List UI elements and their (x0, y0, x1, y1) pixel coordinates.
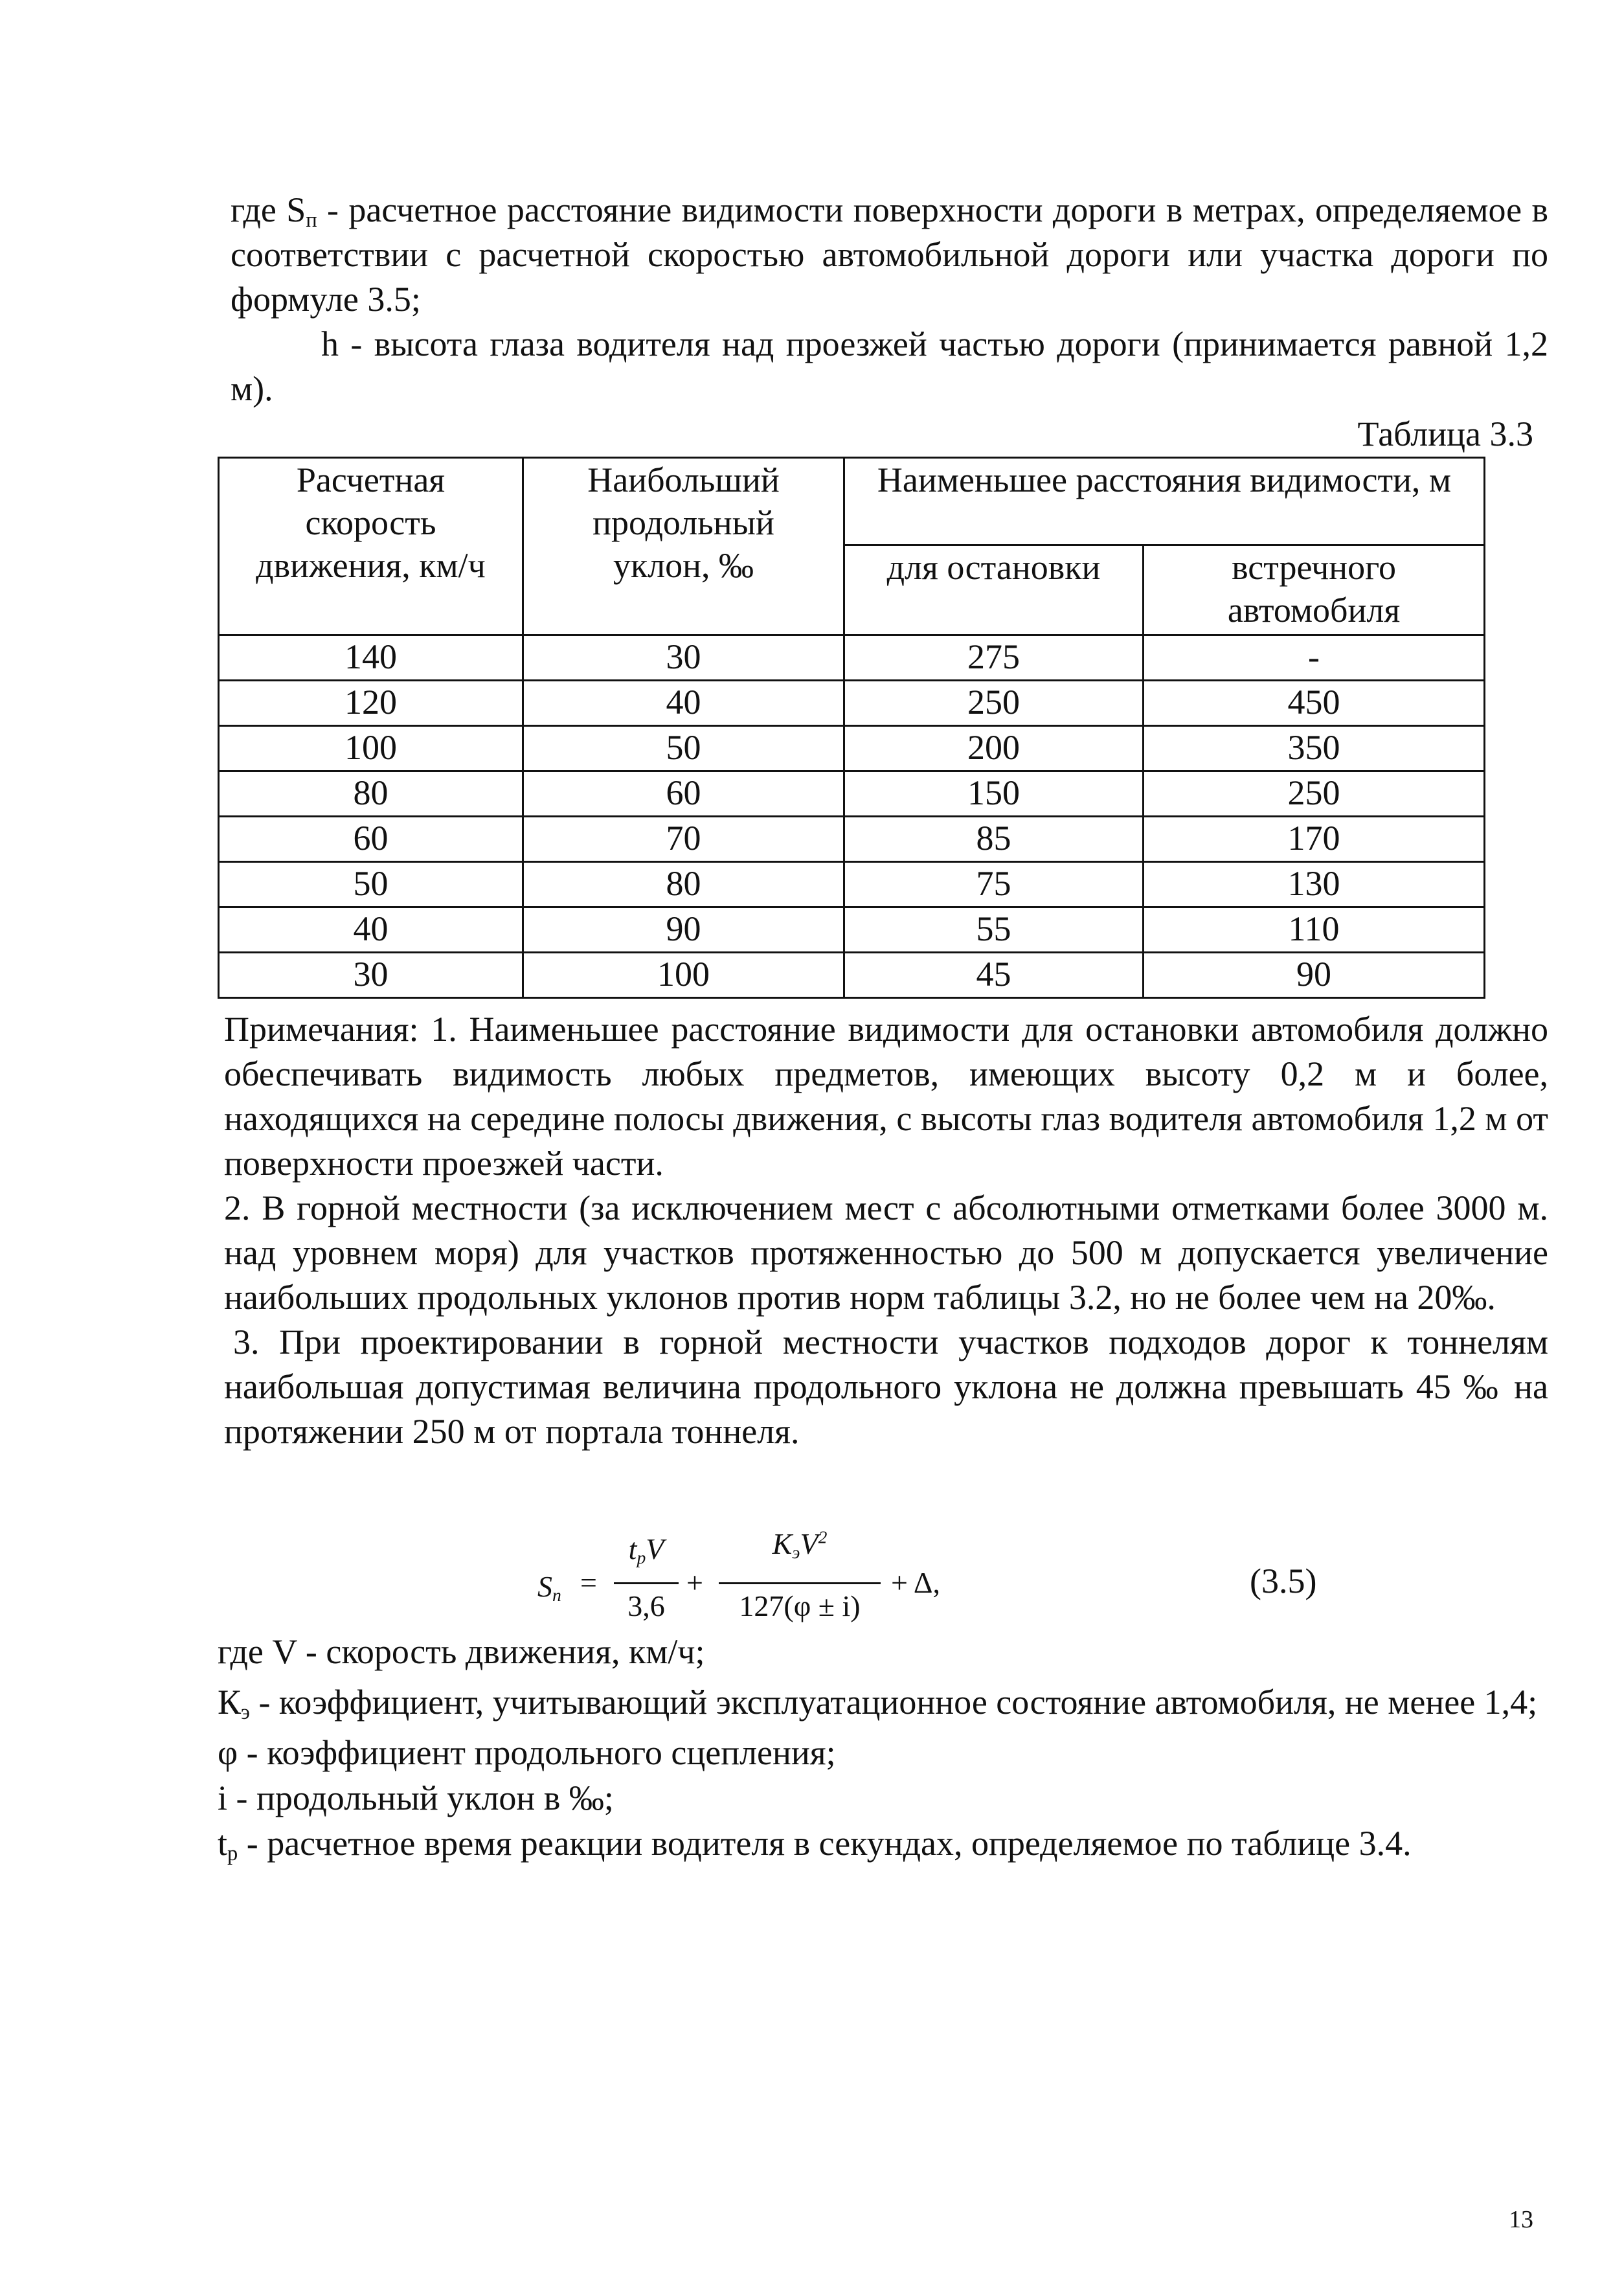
table-cell: 70 (523, 817, 844, 862)
definitions (218, 1629, 1558, 1866)
table-cell: 250 (844, 681, 1144, 726)
table-cell: 250 (1144, 771, 1485, 817)
fraction-2-numerator: $K_эV^2$ (772, 1527, 828, 1562)
table-row (219, 862, 1485, 907)
permille-sub: ‰ (1452, 1278, 1487, 1317)
header-slope: Наибольший продольный уклон, ‰ (523, 458, 844, 635)
fraction-1-bar (614, 1582, 679, 1584)
table-header-row (219, 458, 1485, 545)
table-row (219, 681, 1485, 726)
equation-number: (3.5) (1250, 1562, 1317, 1600)
table-body (219, 635, 1485, 998)
formula-equals: = (580, 1566, 597, 1599)
table-cell: 75 (844, 862, 1144, 907)
formula-lhs: $S_n$ (537, 1570, 561, 1605)
table-cell: 90 (1144, 953, 1485, 998)
table-cell: 60 (523, 771, 844, 817)
table-cell: 130 (1144, 862, 1485, 907)
table-cell: 60 (219, 817, 523, 862)
table-cell: 30 (523, 635, 844, 681)
fraction-2-denominator: 127(φ ± i) (739, 1589, 861, 1622)
table-cell: 450 (1144, 681, 1485, 726)
def-i: i - продольный уклон в ‰; (218, 1779, 614, 1817)
def-k: $К_э$ - коэффициент, учитывающий эксплуатационное состояние автомобиля, не менее 1,4; (218, 1683, 1538, 1725)
table-row (219, 907, 1485, 953)
table-row (219, 953, 1485, 998)
intro-paragraph-1: где $S_п$ - расчетное расстояние видимости поверхности дороги в метрах, определяемое в соответствии с расчетной скоростью автомобильной дороги или участка дороги по формуле 3.5; (231, 190, 1548, 319)
table-cell: 90 (523, 907, 844, 953)
table-cell: 30 (219, 953, 523, 998)
note-2: 2. В горной местности (за исключением мест с абсолютными отметками более 3000 м. над уровнем моря) для участков протяженностью до 500 м допускается увеличение наибольших продольных уклонов против норм таблицы 3.2, но не более чем на 20‰. (224, 1188, 1548, 1317)
table-cell: 80 (523, 862, 844, 907)
note-1: Примечания: 1. Наименьшее расстояние видимости для остановки автомобиля должно обеспечивать видимость любых предметов, имеющих высоту 0,2 м и более, находящихся на середине полосы движения, с высоты глаз водителя автомобиля 1,2 м от поверхности проезжей части. (224, 1010, 1548, 1183)
table-cell: 50 (523, 726, 844, 771)
table-cell: 150 (844, 771, 1144, 817)
intro-paragraph-2: h - высота глаза водителя над проезжей частью дороги (принимается равной 1,2 м). (231, 324, 1548, 408)
table-cell: 45 (844, 953, 1144, 998)
header-oncoming: встречного автомобиля (1144, 545, 1485, 635)
header-speed: Расчетная скорость движения, км/ч (219, 458, 523, 635)
formula-3-5 (531, 1527, 1179, 1635)
fraction-1-numerator: $t_pV$ (628, 1532, 664, 1567)
def-t: $t_p$ - расчетное время реакции водителя в секундах, определяемое по таблице 3.4. (218, 1824, 1412, 1866)
fraction-1-denominator: 3,6 (627, 1589, 665, 1622)
notes (224, 1007, 1548, 1454)
table-cell: 85 (844, 817, 1144, 862)
intro-text (231, 188, 1548, 411)
def-v: где V - скорость движения, км/ч; (218, 1632, 705, 1671)
table-cell: 200 (844, 726, 1144, 771)
table-cell: 55 (844, 907, 1144, 953)
formula-tail: + Δ, (891, 1566, 940, 1599)
header-stop: для остановки (844, 545, 1144, 635)
table-cell: 50 (219, 862, 523, 907)
table-cell: 100 (219, 726, 523, 771)
table-cell: 275 (844, 635, 1144, 681)
table-cell: 350 (1144, 726, 1485, 771)
def-phi: φ - коэффициент продольного сцепления; (218, 1733, 836, 1772)
table-cell: 140 (219, 635, 523, 681)
table-cell: 170 (1144, 817, 1485, 862)
table-cell: 40 (523, 681, 844, 726)
table-row (219, 726, 1485, 771)
table-row (219, 817, 1485, 862)
note-3: 3. При проектировании в горной местности участков подходов дорог к тоннелям наибольшая допустимая величина продольного уклона не должна превышать 45 ‰ на протяжении 250 м от портала тоннеля. (224, 1323, 1548, 1451)
table-row (219, 635, 1485, 681)
table-cell: - (1144, 635, 1485, 681)
table-cell: 100 (523, 953, 844, 998)
table-cell: 120 (219, 681, 523, 726)
header-visibility: Наименьшее расстояния видимости, м (844, 458, 1485, 545)
fraction-2-bar (719, 1582, 881, 1584)
visibility-table (218, 457, 1485, 999)
page-number: 13 (1509, 2206, 1533, 2233)
table-row (219, 771, 1485, 817)
table-caption: Таблица 3.3 (1357, 415, 1533, 453)
table-cell: 110 (1144, 907, 1485, 953)
formula-plus-1: + (686, 1566, 703, 1599)
table-cell: 40 (219, 907, 523, 953)
table-cell: 80 (219, 771, 523, 817)
